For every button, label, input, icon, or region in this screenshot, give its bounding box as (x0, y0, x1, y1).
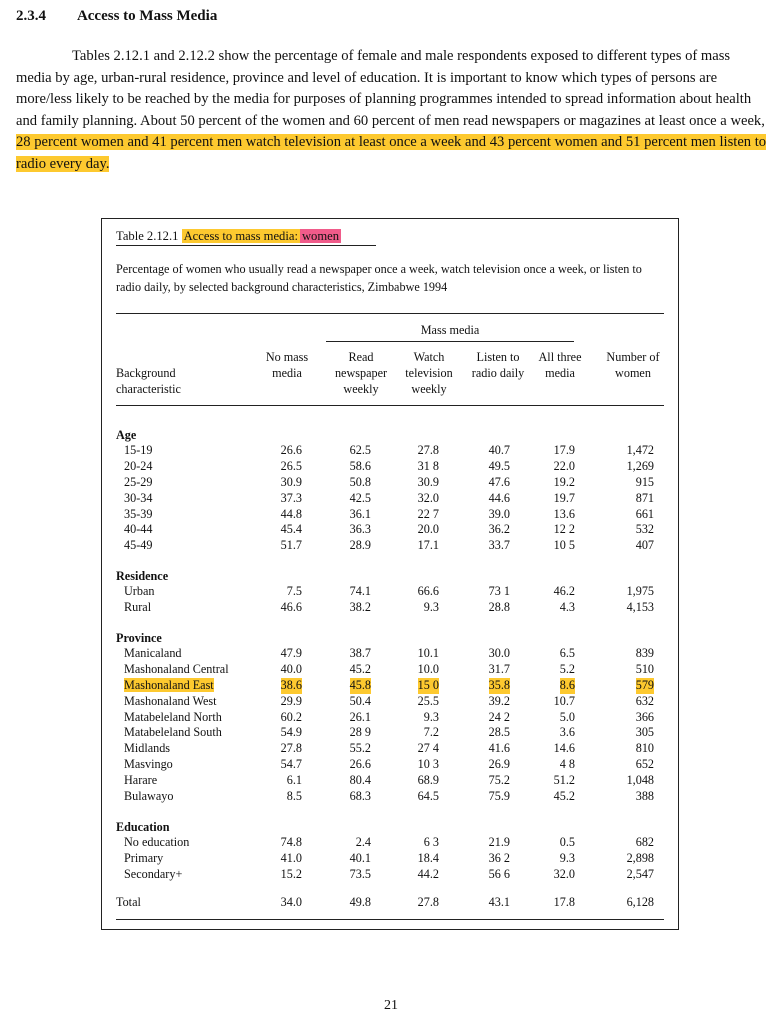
row-label (124, 757, 173, 773)
cell-col-4: 21.9 (488, 834, 510, 849)
cell-col-3: 27.8 (417, 894, 439, 909)
cell-col-3: 66.6 (417, 584, 439, 599)
cell-col-3: 10.0 (417, 661, 439, 676)
group-heading: Education (116, 819, 170, 834)
table-row (116, 789, 664, 805)
table-row (116, 835, 664, 851)
cell-col-6: 839 (635, 646, 654, 661)
header-no-mass-media: No mass media (265, 350, 309, 380)
row-label (116, 895, 141, 911)
cell-col-1: 8.5 (286, 789, 302, 804)
table-row (116, 459, 664, 475)
page-number: 21 (384, 998, 398, 1013)
cell-col-6: 810 (635, 741, 654, 756)
cell-col-5: 19.2 (553, 474, 575, 489)
cell-col-1: 54.9 (280, 725, 302, 740)
cell-col-6: 366 (635, 709, 654, 724)
cell-col-2: 26.1 (349, 709, 371, 724)
table-row (116, 491, 664, 507)
cell-col-2: 58.6 (349, 458, 371, 473)
cell-col-2: 73.5 (349, 866, 371, 881)
row-label (124, 789, 173, 805)
cell-col-5: 13.6 (553, 506, 575, 521)
cell-col-4: 39.2 (488, 693, 510, 708)
cell-col-5: 12 2 (553, 522, 575, 537)
intro-highlighted-text: 28 percent women and 41 percent men watch television at least once a week and 43 percent women and 51 percent men listen to radio every day. (16, 134, 767, 172)
table-row (116, 522, 664, 538)
cell-col-6: 579 (635, 677, 654, 692)
table-row (116, 851, 664, 867)
row-label (124, 678, 214, 694)
cell-col-4: 35.8 (488, 677, 510, 692)
cell-col-2: 45.2 (349, 661, 371, 676)
cell-col-2: 36.1 (349, 506, 371, 521)
cell-col-6: 388 (635, 789, 654, 804)
cell-col-3: 31 8 (417, 458, 439, 473)
row-label (124, 773, 157, 789)
cell-col-6: 305 (635, 725, 654, 740)
intro-text: Tables 2.12.1 and 2.12.2 show the percentage of female and male respondents exposed to different types of mass media by age, urban-rural residence, province and level of education. It is important to know which types of persons are more/less likely to be reached by the media for purposes of planning programmes intended to spread information about health and family planning. About 50 percent of the women and 60 percent of men read newspapers or magazines at least once a week, (16, 48, 765, 129)
cell-col-5: 46.2 (553, 584, 575, 599)
cell-col-2: 28.9 (349, 538, 371, 553)
cell-col-1: 38.6 (280, 677, 302, 692)
cell-col-1: 26.5 (280, 458, 302, 473)
cell-col-3: 9.3 (423, 709, 439, 724)
section-number: 2.3.4 (16, 8, 46, 24)
cell-col-1: 27.8 (280, 741, 302, 756)
cell-col-1: 60.2 (280, 709, 302, 724)
cell-col-4: 24 2 (488, 709, 510, 724)
cell-col-1: 30.9 (280, 474, 302, 489)
cell-col-3: 27.8 (417, 443, 439, 457)
cell-col-4: 31.7 (488, 661, 510, 676)
cell-col-4: 73 1 (488, 584, 510, 599)
cell-col-2: 2.4 (355, 834, 371, 849)
cell-col-1: 7.5 (286, 584, 302, 599)
header-read-newspaper: Read newspaper weekly (334, 350, 388, 396)
cell-col-4: 47.6 (488, 474, 510, 489)
cell-col-2: 42.5 (349, 490, 371, 505)
cell-col-3: 32.0 (417, 490, 439, 505)
cell-col-4: 75.2 (488, 773, 510, 788)
table-row (116, 507, 664, 523)
table-row (116, 710, 664, 726)
row-label-text: Bulawayo (124, 789, 174, 804)
section-heading (16, 8, 217, 25)
row-label-text: 45-49 (124, 538, 153, 553)
table-row (116, 757, 664, 773)
cell-col-3: 6 3 (423, 834, 439, 849)
cell-col-5: 14.6 (553, 741, 575, 756)
table-row (116, 584, 664, 600)
cell-col-4: 44.6 (488, 490, 510, 505)
table-row (116, 741, 664, 757)
table-row (116, 443, 664, 459)
row-label-text: Total (116, 894, 141, 909)
cell-col-5: 45.2 (553, 789, 575, 804)
row-label (124, 646, 182, 662)
row-label (124, 867, 182, 883)
cell-col-6: 2,898 (626, 850, 654, 865)
cell-col-5: 8.6 (559, 677, 575, 692)
cell-col-1: 6.1 (286, 773, 302, 788)
cell-col-3: 30.9 (417, 474, 439, 489)
cell-col-6: 632 (635, 693, 654, 708)
cell-col-1: 51.7 (280, 538, 302, 553)
row-label-text: 20-24 (124, 458, 153, 473)
cell-col-4: 28.8 (488, 600, 510, 615)
cell-col-1: 37.3 (280, 490, 302, 505)
cell-col-4: 36 2 (488, 850, 510, 865)
row-label (124, 443, 152, 459)
row-label (124, 507, 152, 523)
cell-col-2: 26.6 (349, 757, 371, 772)
cell-col-5: 9.3 (559, 850, 575, 865)
cell-col-6: 6,128 (626, 894, 654, 909)
cell-col-6: 407 (635, 538, 654, 553)
row-label-text: Mashonaland West (124, 693, 217, 708)
row-label (124, 459, 152, 475)
cell-col-5: 4.3 (559, 600, 575, 615)
table-row (116, 662, 664, 678)
row-label-text: Masvingo (124, 757, 173, 772)
cell-col-4: 39.0 (488, 506, 510, 521)
cell-col-3: 22 7 (417, 506, 439, 521)
table-title-prefix: Table 2.12.1 (116, 229, 179, 243)
row-label (124, 710, 222, 726)
cell-col-2: 36.3 (349, 522, 371, 537)
row-label-text: Mashonaland Central (124, 661, 229, 676)
cell-col-4: 26.9 (488, 757, 510, 772)
table-description: Percentage of women who usually read a newspaper once a week, watch television once a week, or listen to radio daily, by selected background characteristics, Zimbabwe 1994 (116, 262, 642, 294)
row-label-text: 35-39 (124, 506, 153, 521)
row-label (124, 538, 152, 554)
table-row (116, 538, 664, 554)
row-label (124, 662, 229, 678)
table-2-12-1 (101, 218, 679, 930)
cell-col-1: 54.7 (280, 757, 302, 772)
cell-col-5: 22.0 (553, 458, 575, 473)
header-listen-radio: Listen to radio daily (471, 350, 525, 380)
cell-col-5: 32.0 (553, 866, 575, 881)
cell-col-6: 915 (635, 474, 654, 489)
row-label-text: No education (124, 834, 190, 849)
cell-col-6: 4,153 (626, 600, 654, 615)
cell-col-4: 36.2 (488, 522, 510, 537)
table-title (116, 229, 341, 244)
cell-col-3: 10.1 (417, 646, 439, 661)
cell-col-1: 29.9 (280, 693, 302, 708)
cell-col-3: 10 3 (417, 757, 439, 772)
cell-col-2: 74.1 (349, 584, 371, 599)
cell-col-1: 26.6 (280, 443, 302, 457)
cell-col-6: 532 (635, 522, 654, 537)
table-row (116, 646, 664, 662)
cell-col-3: 20.0 (417, 522, 439, 537)
row-label (124, 725, 222, 741)
cell-col-5: 51.2 (553, 773, 575, 788)
cell-col-1: 47.9 (280, 646, 302, 661)
top-rule (116, 313, 664, 314)
intro-paragraph (16, 46, 768, 176)
table-title-tag: women (301, 229, 340, 243)
header-all-three: All three media (538, 350, 582, 380)
row-label-text: Primary (124, 850, 164, 865)
cell-col-3: 68.9 (417, 773, 439, 788)
cell-col-6: 1,975 (626, 584, 654, 599)
row-label (124, 835, 189, 851)
header-watch-television: Watch television weekly (405, 350, 453, 396)
table-row (116, 678, 664, 694)
row-label-text: 30-34 (124, 490, 153, 505)
cell-col-5: 5.2 (559, 661, 575, 676)
cell-col-4: 40.7 (488, 443, 510, 457)
cell-col-3: 17.1 (417, 538, 439, 553)
row-label-text: Harare (124, 773, 158, 788)
row-label-text: Secondary+ (124, 866, 183, 881)
group-heading: Age (116, 428, 137, 442)
cell-col-3: 18.4 (417, 850, 439, 865)
total-row (116, 895, 664, 911)
row-label-text: Manicaland (124, 646, 182, 661)
cell-col-4: 75.9 (488, 789, 510, 804)
cell-col-5: 10.7 (553, 693, 575, 708)
cell-col-5: 17.8 (553, 894, 575, 909)
cell-col-1: 15.2 (280, 866, 302, 881)
cell-col-2: 40.1 (349, 850, 371, 865)
cell-col-5: 3.6 (559, 725, 575, 740)
cell-col-4: 41.6 (488, 741, 510, 756)
table-row (116, 867, 664, 883)
header-number-women: Number of women (606, 350, 660, 380)
row-label (124, 694, 217, 710)
row-label-text: Matabeleland South (124, 725, 222, 740)
row-label-text: Urban (124, 584, 155, 599)
cell-col-2: 28 9 (349, 725, 371, 740)
cell-col-2: 80.4 (349, 773, 371, 788)
row-label-text: 15-19 (124, 443, 153, 457)
cell-col-6: 1,269 (626, 458, 654, 473)
cell-col-6: 652 (635, 757, 654, 772)
row-label (124, 491, 152, 507)
cell-col-6: 1,472 (626, 443, 654, 457)
table-row (116, 725, 664, 741)
cell-col-5: 4 8 (559, 757, 575, 772)
table-title-main: Access to mass media: (183, 229, 298, 243)
cell-col-6: 871 (635, 490, 654, 505)
bottom-rule (116, 919, 664, 920)
cell-col-1: 34.0 (280, 894, 302, 909)
cell-col-6: 510 (635, 661, 654, 676)
cell-col-3: 15 0 (417, 677, 439, 692)
table-row (116, 773, 664, 789)
cell-col-2: 38.7 (349, 646, 371, 661)
cell-col-1: 44.8 (280, 506, 302, 521)
cell-col-6: 1,048 (626, 773, 654, 788)
cell-col-3: 27 4 (417, 741, 439, 756)
group-heading: Province (116, 631, 162, 646)
table-row (116, 475, 664, 491)
cell-col-4: 43.1 (488, 894, 510, 909)
row-label-text: Rural (124, 600, 152, 615)
cell-col-2: 45.8 (349, 677, 371, 692)
cell-col-5: 6.5 (559, 646, 575, 661)
title-underline (116, 245, 376, 246)
cell-col-3: 7.2 (423, 725, 439, 740)
cell-col-6: 682 (635, 834, 654, 849)
cell-col-1: 45.4 (280, 522, 302, 537)
row-label (124, 851, 163, 867)
cell-col-4: 28.5 (488, 725, 510, 740)
cell-col-2: 68.3 (349, 789, 371, 804)
row-label-text: Mashonaland East (124, 677, 214, 692)
cell-col-2: 50.8 (349, 474, 371, 489)
cell-col-4: 33.7 (488, 538, 510, 553)
cell-col-4: 56 6 (488, 866, 510, 881)
row-label-text: Matabeleland North (124, 709, 222, 724)
cell-col-2: 55.2 (349, 741, 371, 756)
cell-col-1: 74.8 (280, 834, 302, 849)
cell-col-5: 19.7 (553, 490, 575, 505)
table-body (116, 427, 664, 910)
cell-col-5: 5.0 (559, 709, 575, 724)
group-heading: Residence (116, 569, 169, 584)
row-label (124, 522, 152, 538)
row-label-text: 25-29 (124, 474, 153, 489)
header-background: Background characteristic (116, 366, 181, 396)
spanner-rule (326, 341, 574, 342)
spanner-header: Mass media (420, 323, 480, 337)
cell-col-2: 49.8 (349, 894, 371, 909)
table-row (116, 600, 664, 616)
cell-col-1: 40.0 (280, 661, 302, 676)
cell-col-5: 0.5 (559, 834, 575, 849)
cell-col-3: 9.3 (423, 600, 439, 615)
row-label (124, 584, 154, 600)
cell-col-3: 44.2 (417, 866, 439, 881)
row-label (124, 475, 152, 491)
cell-col-6: 2,547 (626, 866, 654, 881)
cell-col-1: 46.6 (280, 600, 302, 615)
cell-col-5: 10 5 (553, 538, 575, 553)
cell-col-2: 38.2 (349, 600, 371, 615)
section-title: Access to Mass Media (76, 8, 218, 24)
cell-col-4: 30.0 (488, 646, 510, 661)
row-label (124, 741, 170, 757)
cell-col-1: 41.0 (280, 850, 302, 865)
cell-col-2: 50.4 (349, 693, 371, 708)
table-row (116, 694, 664, 710)
row-label-text: 40-44 (124, 522, 153, 537)
cell-col-6: 661 (635, 506, 654, 521)
cell-col-4: 49.5 (488, 458, 510, 473)
cell-col-3: 64.5 (417, 789, 439, 804)
cell-col-3: 25.5 (417, 693, 439, 708)
cell-col-5: 17.9 (553, 443, 575, 457)
row-label (124, 600, 151, 616)
cell-col-2: 62.5 (349, 443, 371, 457)
header-rule (116, 405, 664, 406)
row-label-text: Midlands (124, 741, 171, 756)
